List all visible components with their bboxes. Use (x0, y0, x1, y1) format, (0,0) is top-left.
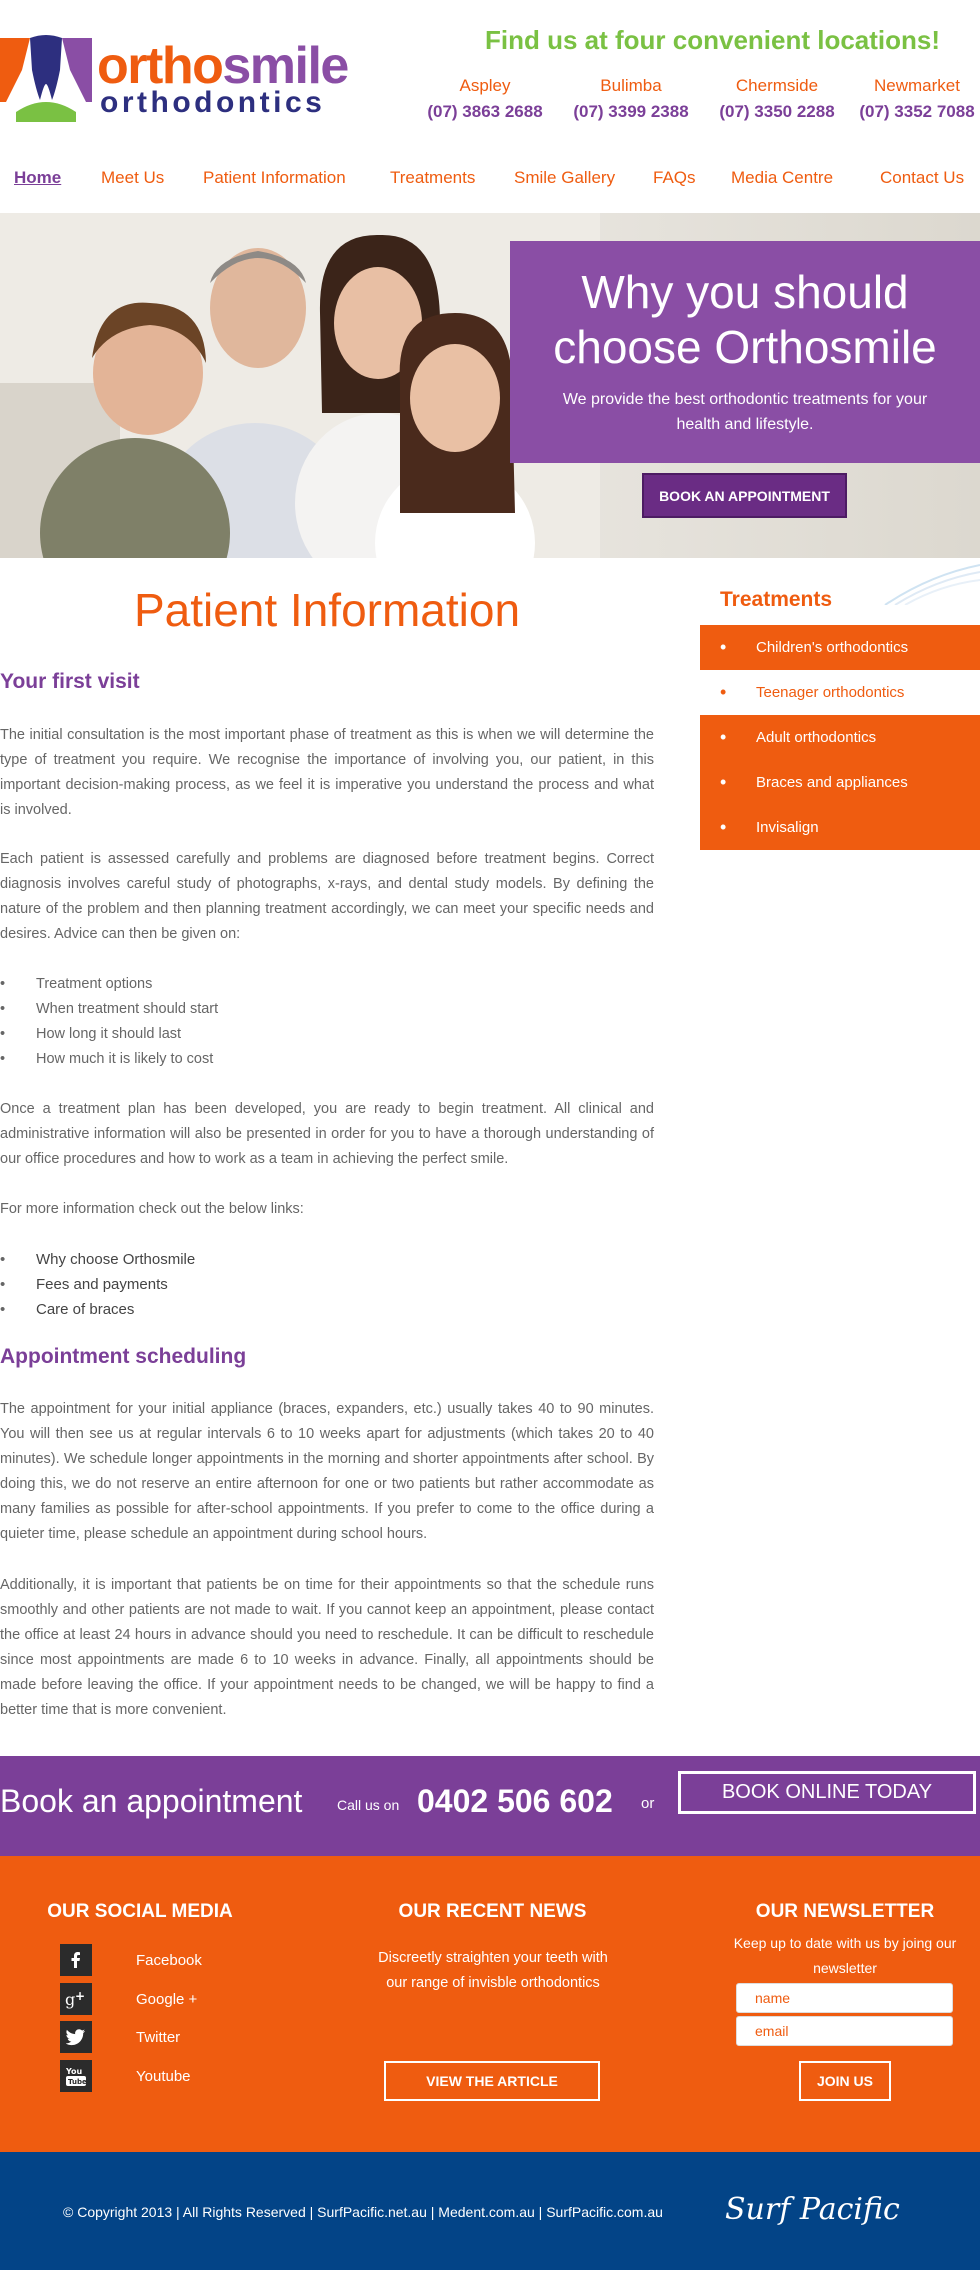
join-us-button[interactable]: JOIN US (799, 2061, 891, 2101)
svg-text:You: You (66, 2066, 83, 2076)
news-excerpt: Discreetly straighten your teeth with our range of invisble orthodontics (378, 1950, 608, 1991)
list-item: • How long it should last (0, 1022, 218, 1047)
scheduling-heading: Appointment scheduling (0, 1345, 247, 1368)
surf-pacific-logo[interactable]: Surf Pacific (725, 2192, 900, 2227)
book-bar-title: Book an appointment (0, 1783, 303, 1819)
nav-media-centre[interactable]: Media Centre (731, 168, 834, 187)
book-appointment-bar (0, 1756, 980, 1856)
youtube-icon[interactable] (60, 2060, 92, 2092)
hero-banner (0, 213, 980, 558)
treatments-sidebar (700, 625, 980, 850)
social-heading: OUR SOCIAL MEDIA (47, 1901, 233, 1922)
list-item: • When treatment should start (0, 997, 218, 1022)
sidebar-item-invisalign[interactable]: • Invisalign (700, 805, 980, 850)
hero-panel (510, 241, 980, 463)
site-header (0, 0, 980, 150)
location-name: Chermside (735, 76, 819, 95)
logo-wordmark: orthosmile (97, 37, 348, 95)
first-visit-paragraph-2: Each patient is assessed carefully and problems are diagnosed before treatment begins. Correct diagnosis involves careful study of photographs, x-rays, and dental study models. By defining the nature of the problem and then planning treatment accordingly, we can meet your specific needs and desires. Advice can then be given on: (0, 851, 654, 942)
svg-text:g: g (65, 1989, 76, 2009)
call-us-label: Call us on (337, 1797, 400, 1813)
nav-treatments[interactable]: Treatments (390, 168, 476, 187)
location-phone[interactable]: (07) 3352 7088 (859, 102, 975, 121)
advice-list (0, 972, 218, 1072)
info-links-list (0, 1247, 195, 1322)
social-label[interactable]: Youtube (136, 2067, 191, 2085)
sidebar-item-teenager[interactable]: • Teenager orthodontics (700, 670, 980, 715)
logo-subtitle: orthodontics (100, 86, 326, 119)
scheduling-paragraph-1: The appointment for your initial appliance (braces, expanders, etc.) usually takes 40 to 90 minutes. You will then see us at regular intervals 6 to 10 weeks apart for adjustments (which takes 20 to 40 minutes). We schedule longer appointments in the morning and shorter appointments after school. By doing this, we do not reserve an entire afternoon for one or two patients but rather accommodate as many families as possible for after-school appointments. If you prefer to come to the office during a quieter time, please schedule an appointment during school hours. (0, 1401, 654, 1542)
location-newmarket (842, 76, 980, 124)
location-bulimba (556, 76, 706, 124)
location-phone[interactable]: (07) 3350 2288 (719, 102, 835, 121)
hero-title: Why you should choose Orthosmile (553, 266, 937, 373)
newsletter-email-input[interactable] (736, 2016, 953, 2046)
first-visit-paragraph-4: For more information check out the below links: (0, 1201, 304, 1217)
svg-text:Tube: Tube (68, 2077, 87, 2086)
site-footer (0, 1856, 980, 2152)
location-phone[interactable]: (07) 3399 2388 (573, 102, 689, 121)
facebook-icon[interactable] (60, 1944, 92, 1976)
nav-contact-us[interactable]: Contact Us (880, 168, 965, 187)
or-label: or (641, 1795, 655, 1812)
sidebar-item-adult[interactable]: • Adult orthodontics (700, 715, 980, 760)
sidebar-item-childrens[interactable]: • Children's orthodontics (700, 625, 980, 670)
view-article-button[interactable]: VIEW THE ARTICLE (384, 2061, 600, 2101)
hero-subtitle: We provide the best orthodontic treatments for your health and lifestyle. (562, 391, 928, 433)
link-care-of-braces[interactable]: • Care of braces (0, 1297, 195, 1322)
decorative-swoosh (880, 560, 980, 605)
nav-faqs[interactable]: FAQs (653, 168, 696, 187)
location-name: Bulimba (600, 76, 662, 95)
book-appointment-button[interactable]: BOOK AN APPOINTMENT (642, 473, 847, 518)
newsletter-text: Keep up to date with us by joing our newsletter (733, 1935, 957, 1976)
list-item: • Treatment options (0, 972, 218, 997)
orthosmile-logo[interactable] (0, 30, 360, 125)
location-name: Aspley (459, 76, 511, 95)
news-heading: OUR RECENT NEWS (398, 1901, 587, 1922)
social-label[interactable]: Google + (136, 1990, 198, 2008)
social-label[interactable]: Twitter (136, 2029, 181, 2046)
first-visit-heading: Your first visit (0, 670, 140, 693)
list-item: • How much it is likely to cost (0, 1047, 218, 1072)
link-fees-payments[interactable]: • Fees and payments (0, 1272, 195, 1297)
book-bar-phone[interactable]: 0402 506 602 (417, 1783, 613, 1819)
tooth-logo-icon (0, 30, 92, 122)
nav-patient-information[interactable]: Patient Information (203, 168, 346, 187)
google-plus-icon[interactable] (60, 1983, 92, 2015)
first-visit-paragraph-3: Once a treatment plan has been developed, you are ready to begin treatment. All clinical and administrative information will also be presented in order for you to have a thorough understanding of our office procedures and how to work as a team in achieving the perfect smile. (0, 1101, 654, 1167)
scheduling-paragraph-2: Additionally, it is important that patients be on time for their appointments so that the schedule runs smoothly and other patients are not made to wait. If you cannot keep an appointment, please contact the office at least 24 hours in advance should you need to reschedule. It can be difficult to reschedule since most appointments are made 6 to 10 weeks in advance. Finally, all appointments should be made before leaving the office. If your appointment needs to be changed, we will be happy to find a better time that is more convenient. (0, 1577, 654, 1718)
copyright-text: © Copyright 2013 | All Rights Reserved | SurfPacific.net.au | Medent.com.au | SurfPacific.com.au (63, 2204, 663, 2220)
nav-smile-gallery[interactable]: Smile Gallery (514, 168, 616, 187)
find-us-heading: Find us at four convenient locations! (485, 25, 941, 55)
book-online-button[interactable]: BOOK ONLINE TODAY (678, 1771, 976, 1814)
copyright-bar (0, 2152, 980, 2270)
newsletter-heading: OUR NEWSLETTER (755, 1901, 935, 1922)
nav-home[interactable]: Home (14, 168, 62, 187)
location-chermside (702, 76, 852, 124)
social-label[interactable]: Facebook (136, 1952, 202, 1969)
main-nav (0, 160, 980, 200)
twitter-icon[interactable] (60, 2021, 92, 2053)
nav-meet-us[interactable]: Meet Us (101, 168, 165, 187)
sidebar-item-braces[interactable]: • Braces and appliances (700, 760, 980, 805)
sidebar-title: Treatments (720, 588, 833, 611)
page-title: Patient Information (133, 584, 521, 636)
link-why-choose[interactable]: • Why choose Orthosmile (0, 1247, 195, 1272)
location-name: Newmarket (874, 76, 960, 95)
svg-text:+: + (75, 1988, 86, 2003)
location-phone[interactable]: (07) 3863 2688 (427, 102, 543, 121)
first-visit-paragraph-1: The initial consultation is the most important phase of treatment as this is when we will determine the type of treatment you require. We recognise the importance of involving you, our patient, in this important decision-making process, as we feel it is imperative you understand the process and what is involved. (0, 727, 654, 818)
newsletter-name-input[interactable] (736, 1983, 953, 2013)
location-aspley (410, 76, 560, 124)
